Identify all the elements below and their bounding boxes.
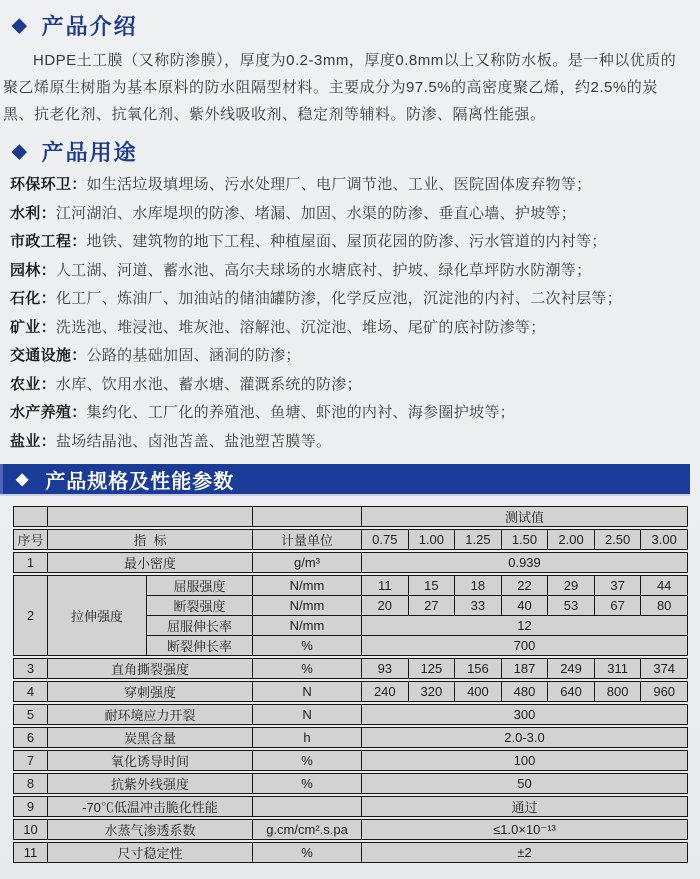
diamond-icon: ◆ [12, 141, 27, 162]
spec-header-thickness: 2.50 [594, 530, 641, 550]
spec-value: 800 [594, 682, 641, 702]
spec-header-thickness: 1.00 [408, 530, 455, 550]
spec-value: 480 [501, 682, 548, 702]
table-row [14, 530, 688, 550]
spec-row-box [13, 704, 688, 725]
spec-indicator: 断裂强度 [147, 596, 253, 616]
intro-paragraph: HDPE土工膜（又称防渗膜），厚度为0.2-3mm，厚度0.8mm以上又称防水板。是一种以优质的聚乙烯原生树脂为基本原料的防水阻隔型材料。主要成分为97.5%的高密度聚乙烯，约2.5%的炭黑、抗老化剂、抗氧化剂、紫外线吸收剂、稳定剂等辅料。防渗、隔离性能强。 [3, 52, 677, 123]
use-item [10, 257, 686, 286]
uses-list [0, 171, 700, 456]
use-item [10, 399, 686, 428]
use-item [10, 228, 686, 257]
spec-row-no: 2 [14, 576, 48, 656]
table-row [14, 507, 688, 527]
spec-row-box [13, 727, 688, 748]
spec-indicator: 炭黑含量 [48, 728, 253, 748]
spec-value: 320 [408, 682, 455, 702]
spec-value: 29 [548, 576, 595, 596]
spec-header-test-values: 测试值 [362, 507, 688, 527]
spec-value: 80 [641, 596, 688, 616]
spec-value: 125 [408, 659, 455, 679]
spec-value: 22 [501, 576, 548, 596]
use-item-text: 人工湖、河道、蓄水池、高尔夫球场的水塘底衬、护坡、绿化草坪防水防潮等； [55, 261, 592, 279]
specs-banner [0, 464, 690, 494]
table-row [14, 774, 688, 794]
spec-value: 240 [362, 682, 409, 702]
spec-indicator: -70℃低温冲击脆化性能 [48, 797, 253, 817]
spec-row-box [13, 796, 688, 817]
spec-value: 640 [548, 682, 595, 702]
use-item-text: 盐场结晶池、卤池苫盖、盐池塑苫膜等。 [55, 432, 332, 450]
spec-value: 27 [408, 596, 455, 616]
table-row [14, 728, 688, 748]
spec-unit: N/mm [253, 576, 362, 596]
spec-row-no: 3 [14, 659, 48, 679]
use-item [10, 200, 686, 229]
spec-header-blank [253, 507, 362, 527]
specs-title: 产品规格及性能参数 [45, 470, 235, 493]
use-item-text: 化工厂、炼油厂、加油站的储油罐防渗，化学反应池，沉淀池的内衬、二次衬层等； [55, 290, 623, 307]
spec-group-label: 拉伸强度 [48, 576, 147, 656]
spec-value: 15 [408, 576, 455, 596]
spec-row-no: 1 [14, 553, 48, 573]
use-item-text: 洗选池、堆浸池、堆灰池、溶解池、沉淀池、堆场、尾矿的底衬防渗等； [55, 318, 546, 336]
spec-value: ±2 [362, 843, 688, 863]
spec-row-box [13, 575, 688, 656]
spec-row-no: 7 [14, 751, 48, 771]
spec-row-box [13, 842, 688, 863]
spec-row-box [13, 750, 688, 771]
spec-value: ≤1.0×10⁻¹³ [362, 820, 688, 840]
spec-row-no: 11 [14, 843, 48, 863]
spec-value: 249 [548, 659, 595, 679]
spec-value: 53 [548, 596, 595, 616]
spec-row-no: 8 [14, 774, 48, 794]
use-item-text: 如生活垃圾填埋场、污水处理厂、电厂调节池、工业、医院固体废弃物等； [86, 176, 592, 193]
spec-indicator: 屈服强度 [147, 576, 253, 596]
spec-indicator: 抗紫外线强度 [48, 774, 253, 794]
use-item [10, 171, 686, 200]
spec-indicator: 耐环境应力开裂 [48, 705, 253, 725]
spec-value: 40 [501, 596, 548, 616]
table-row [14, 576, 688, 596]
table-row [14, 797, 688, 817]
spec-unit: N [253, 682, 362, 702]
uses-heading [12, 136, 688, 167]
spec-unit: g.cm/cm².s.pa [253, 820, 362, 840]
spec-value: 400 [455, 682, 502, 702]
use-item-label: 盐业： [10, 432, 56, 450]
spec-unit: g/m³ [253, 553, 362, 573]
use-item-label: 园林： [10, 261, 56, 279]
section-intro [0, 10, 700, 128]
spec-unit: % [253, 751, 362, 771]
spec-header-box [13, 529, 688, 550]
spec-value: 0.939 [362, 553, 688, 573]
intro-title: 产品介绍 [41, 14, 138, 39]
table-row [14, 820, 688, 840]
spec-row-no: 10 [14, 820, 48, 840]
diamond-icon: ◆ [12, 15, 27, 36]
intro-heading [12, 10, 688, 41]
spec-value: 156 [455, 659, 502, 679]
spec-row-box [13, 552, 688, 573]
spec-indicator: 氧化诱导时间 [48, 751, 253, 771]
spec-indicator: 最小密度 [48, 553, 253, 573]
use-item-text: 江河湖泊、水库堤坝的防渗、堵漏、加固、水渠的防渗、垂直心墙、护坡等； [55, 204, 577, 222]
spec-value: 18 [455, 576, 502, 596]
spec-unit: N/mm [253, 616, 362, 636]
spec-header-thickness: 2.00 [548, 530, 595, 550]
use-item-text: 集约化、工厂化的养殖池、鱼塘、虾池的内衬、海参圈护坡等； [86, 404, 515, 421]
spec-unit: % [253, 843, 362, 863]
use-item-label: 石化： [10, 290, 56, 307]
spec-header-thickness: 0.75 [362, 530, 409, 550]
use-item-label: 市政工程： [10, 233, 87, 250]
spec-value: 33 [455, 596, 502, 616]
use-item-label: 环保环卫： [10, 176, 87, 193]
table-row [14, 682, 688, 702]
spec-row-no: 4 [14, 682, 48, 702]
spec-value: 374 [641, 659, 688, 679]
spec-value: 37 [594, 576, 641, 596]
use-item-text: 公路的基础加固、涵洞的防渗； [86, 347, 301, 364]
use-item [10, 371, 686, 400]
spec-value: 20 [362, 596, 409, 616]
spec-unit: N [253, 705, 362, 725]
spec-row-box [13, 819, 688, 840]
spec-value: 311 [594, 659, 641, 679]
spec-value: 50 [362, 774, 688, 794]
spec-indicator: 屈服伸长率 [147, 616, 253, 636]
spec-row-box [13, 658, 688, 679]
spec-value: 67 [594, 596, 641, 616]
spec-value: 11 [362, 576, 409, 596]
spec-value: 187 [501, 659, 548, 679]
spec-value: 93 [362, 659, 409, 679]
use-item-label: 交通设施： [10, 347, 87, 364]
spec-indicator: 穿刺强度 [48, 682, 253, 702]
spec-value: 700 [362, 636, 688, 656]
spec-unit [253, 797, 362, 817]
spec-header-unit: 计量单位 [253, 530, 362, 550]
spec-value: 100 [362, 751, 688, 771]
spec-value: 960 [641, 682, 688, 702]
spec-value: 通过 [362, 797, 688, 817]
spec-row-no: 9 [14, 797, 48, 817]
spec-unit: N/mm [253, 596, 362, 616]
spec-header-thickness: 1.25 [455, 530, 502, 550]
spec-header-box [13, 506, 688, 527]
section-uses [0, 136, 700, 456]
spec-table [13, 506, 688, 863]
spec-header-blank [14, 507, 48, 527]
use-item [10, 428, 686, 457]
spec-indicator: 直角撕裂强度 [48, 659, 253, 679]
spec-row-box [13, 773, 688, 794]
table-row [14, 751, 688, 771]
diamond-icon: ◆ [16, 471, 30, 488]
use-item-label: 水产养殖： [10, 404, 87, 421]
table-row [14, 659, 688, 679]
use-item-label: 农业： [10, 375, 56, 393]
spec-header-thickness: 3.00 [641, 530, 688, 550]
use-item-text: 地铁、建筑物的地下工程、种植屋面、屋顶花园的防渗、污水管道的内衬等； [86, 233, 607, 250]
spec-value: 44 [641, 576, 688, 596]
table-row [14, 705, 688, 725]
use-item-label: 水利： [10, 204, 56, 222]
spec-unit: % [253, 659, 362, 679]
use-item-label: 矿业： [10, 318, 56, 336]
use-item [10, 285, 686, 314]
spec-header-blank [48, 507, 253, 527]
spec-indicator: 水蒸气渗透系数 [48, 820, 253, 840]
table-row [14, 843, 688, 863]
spec-unit: % [253, 636, 362, 656]
table-row [14, 553, 688, 573]
spec-row-no: 5 [14, 705, 48, 725]
spec-value: 12 [362, 616, 688, 636]
spec-header-no: 序号 [14, 530, 48, 550]
use-item [10, 342, 686, 371]
spec-header-thickness: 1.50 [501, 530, 548, 550]
spec-row-no: 6 [14, 728, 48, 748]
spec-row-box [13, 681, 688, 702]
spec-value: 300 [362, 705, 688, 725]
spec-header-indicator: 指 标 [48, 530, 253, 550]
spec-value: 2.0-3.0 [362, 728, 688, 748]
spec-indicator: 尺寸稳定性 [48, 843, 253, 863]
spec-unit: h [253, 728, 362, 748]
spec-indicator: 断裂伸长率 [147, 636, 253, 656]
uses-title: 产品用途 [41, 140, 138, 165]
use-item [10, 314, 686, 343]
spec-unit: % [253, 774, 362, 794]
use-item-text: 水库、饮用水池、蓄水塘、灌溉系统的防渗； [55, 375, 362, 393]
